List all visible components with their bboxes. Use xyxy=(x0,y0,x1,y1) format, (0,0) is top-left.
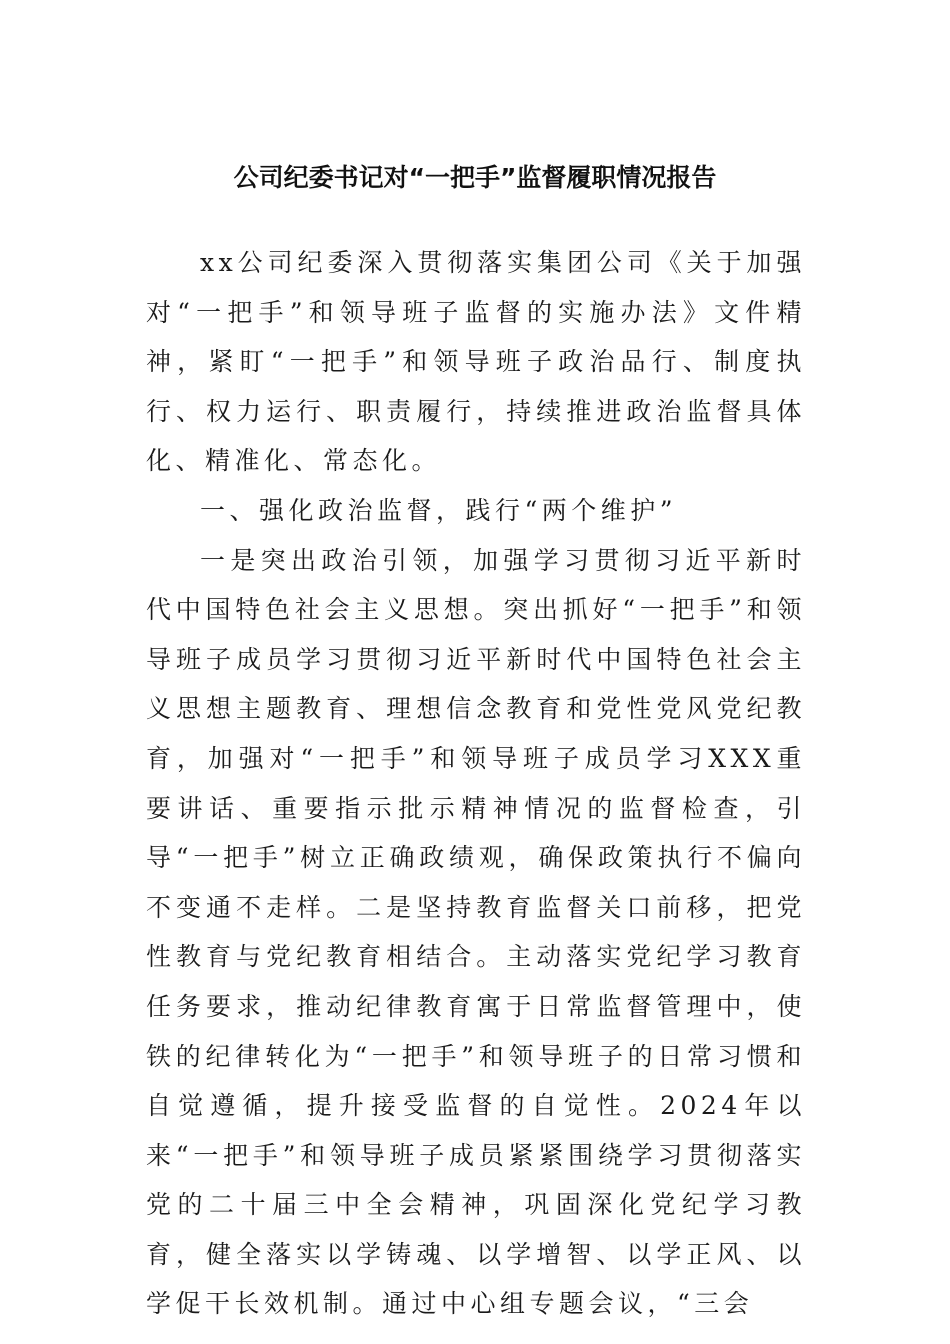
document-body xyxy=(146,238,806,1329)
section-heading: 一、强化政治监督，践行“两个维护” xyxy=(200,495,678,525)
body-paragraph: 一是突出政治引领，加强学习贯彻习近平新时代中国特色社会主义思想。突出抓好“一把手”和领导班子成员学习贯彻习近平新时代中国特色社会主义思想主题教育、理想信念教育和党性党风党纪教育，加强对“一把手”和领导班子成员学习XXX重要讲话、重要指示批示精神情况的监督检查，引导“一把手”树立正确政绩观，确保政策执行不偏向不变通不走样。二是坚持教育监督关口前移，把党性教育与党纪教育相结合。主动落实党纪学习教育任务要求，推动纪律教育寓于日常监督管理中，使铁的纪律转化为“一把手”和领导班子的日常习惯和自觉遵循，提升接受监督的自觉性。2024年以来“一把手”和领导班子成员紧紧围绕学习贯彻落实党的二十届三中全会精神，巩固深化党纪学习教育，健全落实以学铸魂、以学增智、以学正风、以学促干长效机制。通过中心组专题会议，“三会 xyxy=(146,545,806,1319)
document-title: 公司纪委书记对“一把手”监督履职情况报告 xyxy=(233,163,717,192)
intro-paragraph: xx公司纪委深入贯彻落实集团公司《关于加强对“一把手”和领导班子监督的实施办法》文件精神，紧盯“一把手”和领导班子政治品行、制度执行、权力运行、职责履行，持续推进政治监督具体化、精准化、常态化。 xyxy=(146,248,806,476)
